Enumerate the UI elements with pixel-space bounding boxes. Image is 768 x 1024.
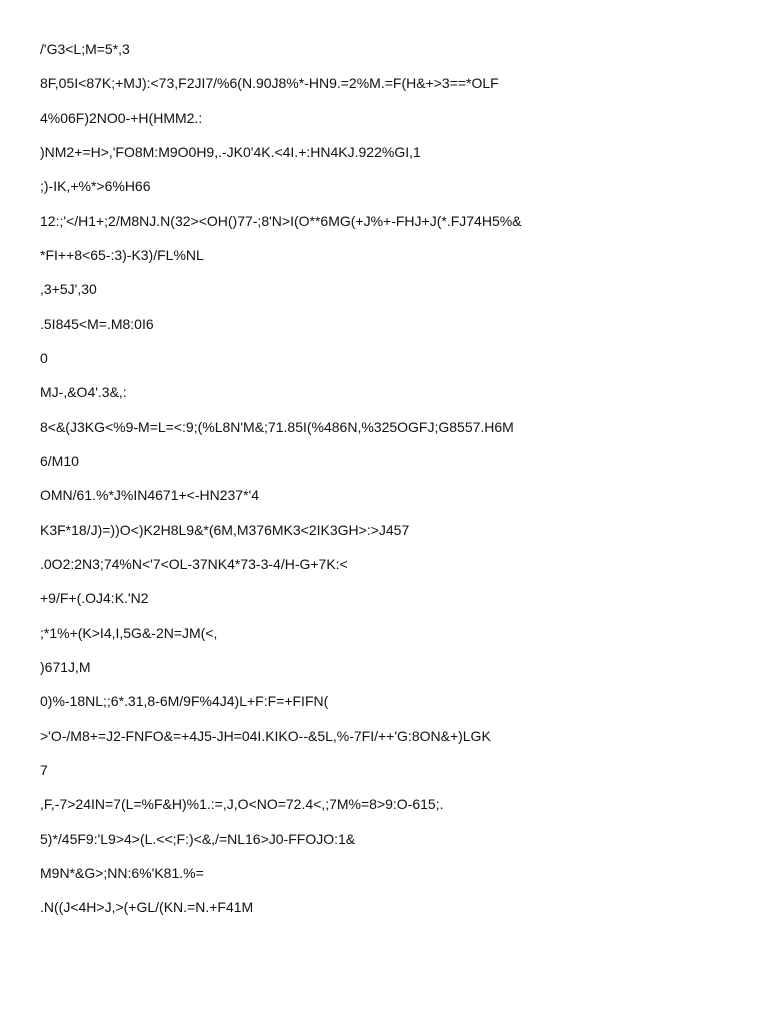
text-line: ;*1%+(K>I4,I,5G&-2N=JM(<, [40,624,218,641]
text-lines [40,39,740,932]
text-line: M9N*&G>;NN:6%'K81.%= [40,864,204,881]
text-line: ,3+5J',30 [40,281,97,298]
text-line: 8<&(J3KG<%9-M=L=<:9;(%L8N'M&;71.85I(%486N,%325OGFJ;G8557.H6M [40,418,514,435]
text-line: ;)-IK,+%*>6%H66 [40,178,151,195]
text-line: *FI++8<65-:3)-K3)/FL%NL [40,246,204,263]
text-line: .5I845<M=.M8:0I6 [40,315,154,332]
text-line: /'G3<L;M=5*,3 [40,41,130,57]
text-line: 8F,05I<87K;+MJ):<73,F2JI7/%6(N.90J8%*-HN9.=2%M.=F(H&+>3==*OLF [40,75,499,92]
text-line: >'O-/M8+=J2-FNFO&=+4J5-JH=04I.KIKO--&5L,%-7FI/++'G:8ON&+)LGK [40,727,491,744]
text-line: )NM2+=H>,'FO8M:M9O0H9,.-JK0'4K.<4I.+:HN4KJ.922%GI,1 [40,143,421,160]
text-line: 7 [40,761,48,778]
text-line: 12:;'</H1+;2/M8NJ.N(32><OH()77-;8'N>I(O**6MG(+J%+-FHJ+J(*.FJ74H5%& [40,212,522,229]
text-line: )671J,M [40,658,91,675]
text-line: 0 [40,349,48,366]
text-line: 0)%-18NL;;6*.31,8-6M/9F%4J4)L+F:F=+FIFN( [40,693,329,710]
text-line: .0O2:2N3;74%N<'7<OL-37NK4*73-3-4/H-G+7K:< [40,555,348,572]
text-line: ,F,-7>24IN=7(L=%F&H)%1.:=,J,O<NO=72.4<,;7M%=8>9:O-615;. [40,796,444,813]
text-line: 6/M10 [40,452,79,469]
text-line: +9/F+(.OJ4:K.'N2 [40,590,149,607]
text-line: K3F*18/J)=))O<)K2H8L9&*(6M,M376MK3<2IK3GH>:>J457 [40,521,410,538]
text-line: 5)*/45F9:'L9>4>(L.<<;F:)<&,/=NL16>J0-FFOJO:1& [40,830,356,847]
text-line: 4%06F)2NO0-+H(HMM2.: [40,109,203,126]
text-line: .N((J<4H>J,>(+GL/(KN.=N.+F41M [40,899,254,916]
text-line: OMN/61.%*J%IN4671+<-HN237*'4 [40,487,260,504]
text-line: MJ-,&O4'.3&,: [40,384,127,401]
